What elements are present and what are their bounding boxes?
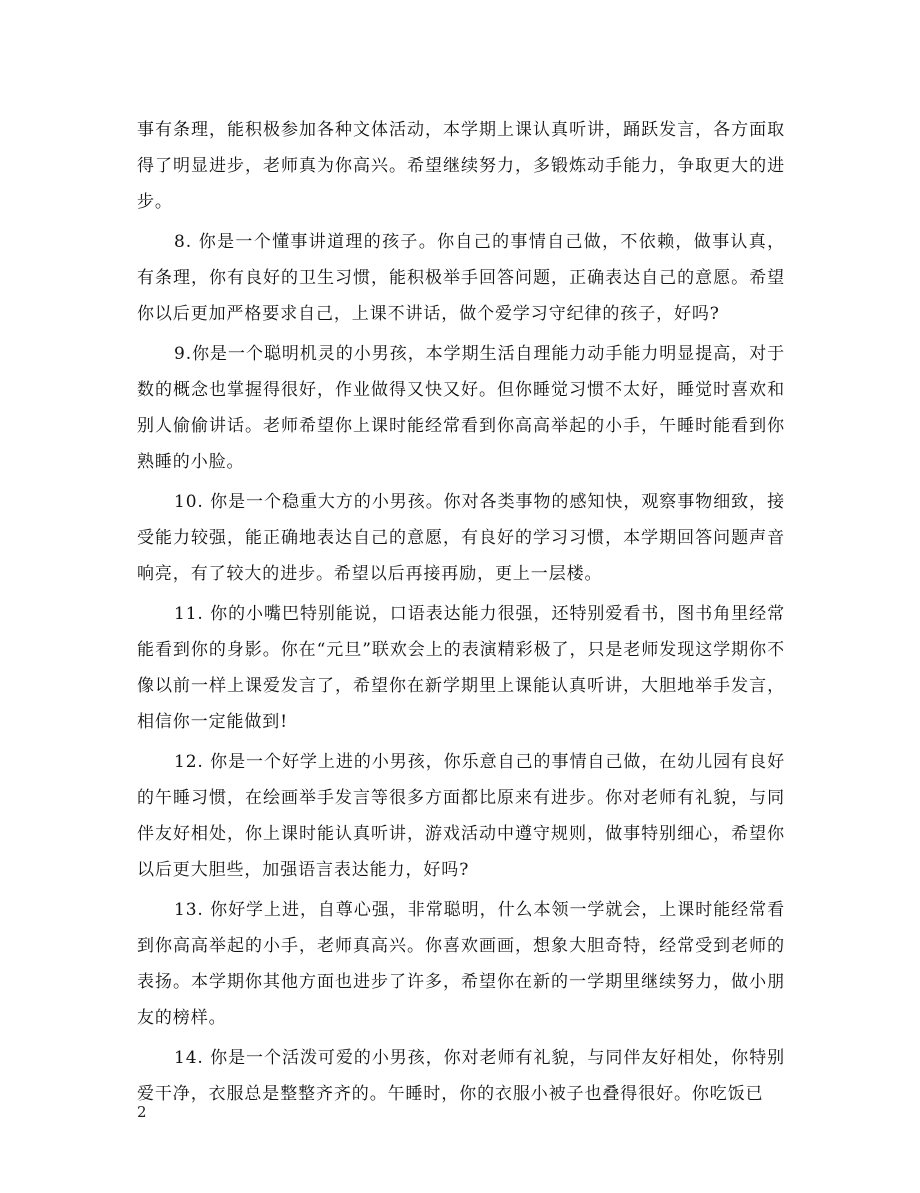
page-number: 2	[137, 1103, 147, 1121]
paragraph-item-11: 11. 你的小嘴巴特别能说，口语表达能力很强，还特别爱看书，图书角里经常能看到你的身影。你在“元旦”联欢会上的表演精彩极了，只是老师发现这学期你不像以前一样上课爱发言了，希望你在新学期里上课能认真听讲，大胆地举手发言，相信你一定能做到!	[137, 604, 785, 732]
paragraph-item-9: 9.你是一个聪明机灵的小男孩，本学期生活自理能力动手能力明显提高，对于数的概念也掌握得很好，作业做得又快又好。但你睡觉习惯不太好，睡觉时喜欢和别人偷偷讲话。老师希望你上课时能经常看到你高高举起的小手，午睡时能看到你熟睡的小脸。	[137, 344, 785, 472]
paragraph-item-12: 12. 你是一个好学上进的小男孩，你乐意自己的事情自己做，在幼儿园有良好的午睡习惯，在绘画举手发言等很多方面都比原来有进步。你对老师有礼貌，与同伴友好相处，你上课时能认真听讲，游戏活动中遵守规则，做事特别细心，希望你以后更大胆些，加强语言表达能力，好吗?	[137, 752, 785, 880]
paragraph-continuation: 事有条理，能积极参加各种文体活动，本学期上课认真听讲，踊跃发言，各方面取得了明显进步，老师真为你高兴。希望继续努力，多锻炼动手能力，争取更大的进步。	[137, 120, 785, 212]
paragraph-item-8: 8. 你是一个懂事讲道理的孩子。你自己的事情自己做，不依赖，做事认真，有条理，你有良好的卫生习惯，能积极举手回答问题，正确表达自己的意愿。希望你以后更加严格要求自己，上课不讲话，做个爱学习守纪律的孩子，好吗?	[137, 232, 785, 324]
document-body	[137, 112, 785, 1116]
paragraph-item-10: 10. 你是一个稳重大方的小男孩。你对各类事物的感知快，观察事物细致，接受能力较强，能正确地表达自己的意愿，有良好的学习习惯，本学期回答问题声音响亮，有了较大的进步。希望以后再接再励，更上一层楼。	[137, 492, 785, 584]
paragraph-item-14: 14. 你是一个活泼可爱的小男孩，你对老师有礼貌，与同伴友好相处，你特别爱干净，衣服总是整整齐齐的。午睡时，你的衣服小被子也叠得很好。你吃饭已	[137, 1048, 785, 1104]
paragraph-item-13: 13. 你好学上进，自尊心强，非常聪明，什么本领一学就会，上课时能经常看到你高高举起的小手，老师真高兴。你喜欢画画，想象大胆奇特，经常受到老师的表扬。本学期你其他方面也进步了许多，希望你在新的一学期里继续努力，做小朋友的榜样。	[137, 900, 785, 1028]
